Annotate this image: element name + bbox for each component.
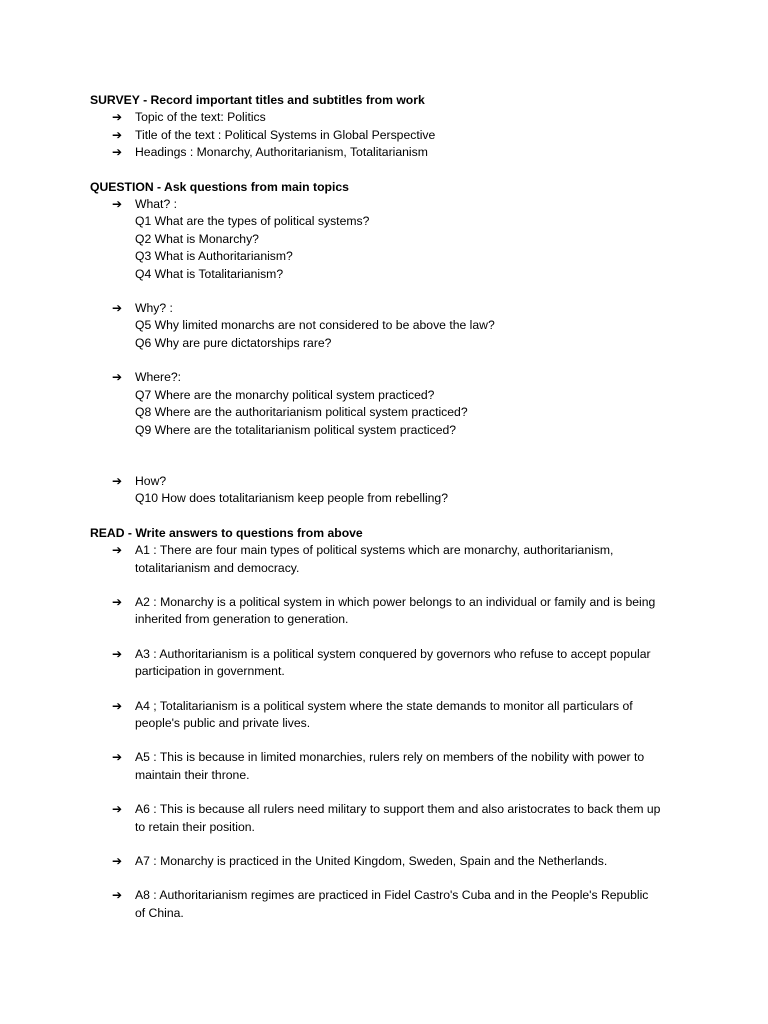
- spacer: [90, 681, 690, 698]
- answer-item: [90, 646, 690, 681]
- spacer: [90, 732, 690, 749]
- question-line: Q9 Where are the totalitarianism political system practiced?: [135, 422, 457, 437]
- spacer: [90, 629, 690, 646]
- question-line: Q2 What is Monarchy?: [135, 231, 259, 246]
- arrow-icon: ➔: [112, 646, 123, 661]
- answer-item: [90, 801, 690, 836]
- survey-item-text: Headings : Monarchy, Authoritarianism, Totalitarianism: [135, 145, 428, 160]
- answer-line: totalitarianism and democracy.: [135, 560, 300, 575]
- question-label: What? :: [135, 197, 177, 212]
- answer-line: A7 : Monarchy is practiced in the United Kingdom, Sweden, Spain and the Netherlands.: [135, 854, 608, 868]
- answer-item: [90, 594, 690, 629]
- answer-line: A6 : This is because all rulers need military to support them and also aristocrates to back them up: [135, 802, 661, 817]
- arrow-icon: ➔: [112, 698, 123, 713]
- arrow-icon: ➔: [112, 473, 123, 488]
- spacer: [90, 439, 690, 473]
- answer-line: A4 ; Totalitarianism is a political system where the state demands to monitor all particulars of: [135, 698, 633, 713]
- question-line: Q4 What is Totalitarianism?: [135, 266, 284, 281]
- question-heading: QUESTION - Ask questions from main topics: [90, 179, 349, 194]
- spacer: [90, 508, 690, 525]
- survey-item: [90, 109, 690, 126]
- answer-item: [90, 542, 690, 577]
- answer-line: of China.: [135, 905, 184, 920]
- arrow-icon: ➔: [112, 127, 123, 142]
- answer-line: to retain their position.: [135, 819, 255, 834]
- arrow-icon: ➔: [112, 802, 123, 817]
- answer-item: [90, 749, 690, 784]
- survey-item: [90, 144, 690, 161]
- spacer: [90, 577, 690, 594]
- question-section: [90, 179, 690, 508]
- answer-line: A5 : This is because in limited monarchies, rulers rely on members of the nobility with power to: [135, 750, 645, 765]
- answer-line: maintain their throne.: [135, 767, 250, 782]
- answer-line: A3 : Authoritarianism is a political system conquered by governors who refuse to accept popular: [135, 646, 651, 661]
- question-line: Q3 What is Authoritarianism?: [135, 249, 293, 264]
- question-line: Q1 What are the types of political systems?: [135, 214, 370, 229]
- spacer: [90, 352, 690, 369]
- question-group-what: [90, 196, 690, 283]
- arrow-icon: ➔: [112, 750, 123, 765]
- arrow-icon: ➔: [112, 543, 123, 558]
- spacer: [90, 836, 690, 853]
- arrow-icon: ➔: [112, 197, 123, 212]
- read-section: [90, 525, 690, 923]
- question-group-where: [90, 369, 690, 439]
- answer-line: A1 : There are four main types of political systems which are monarchy, authoritarianism,: [135, 543, 614, 558]
- question-label: Why? :: [135, 301, 173, 316]
- spacer: [90, 283, 690, 300]
- question-line: Q8 Where are the authoritarianism political system practiced?: [135, 405, 468, 420]
- document-page: [90, 92, 690, 922]
- arrow-icon: ➔: [112, 301, 123, 316]
- question-line: Q5 Why limited monarchs are not considered to be above the law?: [135, 318, 495, 333]
- answer-line: people's public and private lives.: [135, 715, 311, 730]
- arrow-icon: ➔: [112, 854, 123, 868]
- spacer: [90, 784, 690, 801]
- question-line: Q7 Where are the monarchy political system practiced?: [135, 387, 435, 402]
- arrow-icon: ➔: [112, 888, 123, 903]
- survey-item-text: Topic of the text: Politics: [135, 110, 266, 125]
- arrow-icon: ➔: [112, 145, 123, 160]
- answer-line: A8 : Authoritarianism regimes are practiced in Fidel Castro's Cuba and in the People's Republic: [135, 888, 649, 903]
- survey-heading: SURVEY - Record important titles and subtitles from work: [90, 93, 425, 107]
- spacer: [90, 870, 690, 887]
- question-group-why: [90, 300, 690, 352]
- answer-line: A2 : Monarchy is a political system in which power belongs to an individual or family and is being: [135, 594, 656, 609]
- survey-section: [90, 92, 690, 162]
- read-heading: READ - Write answers to questions from above: [90, 525, 363, 540]
- answer-item: [90, 853, 690, 870]
- survey-item: [90, 127, 690, 144]
- answer-line: inherited from generation to generation.: [135, 612, 349, 627]
- answer-line: participation in government.: [135, 664, 285, 679]
- question-group-how: [90, 473, 690, 508]
- answer-item: [90, 698, 690, 733]
- arrow-icon: ➔: [112, 594, 123, 609]
- question-line: Q10 How does totalitarianism keep people from rebelling?: [135, 491, 448, 506]
- question-label: How?: [135, 473, 167, 488]
- survey-item-text: Title of the text : Political Systems in Global Perspective: [135, 127, 436, 142]
- arrow-icon: ➔: [112, 110, 123, 125]
- arrow-icon: ➔: [112, 370, 123, 385]
- answer-item: [90, 887, 690, 922]
- question-line: Q6 Why are pure dictatorships rare?: [135, 335, 332, 350]
- question-label: Where?:: [135, 370, 182, 385]
- spacer: [90, 162, 690, 179]
